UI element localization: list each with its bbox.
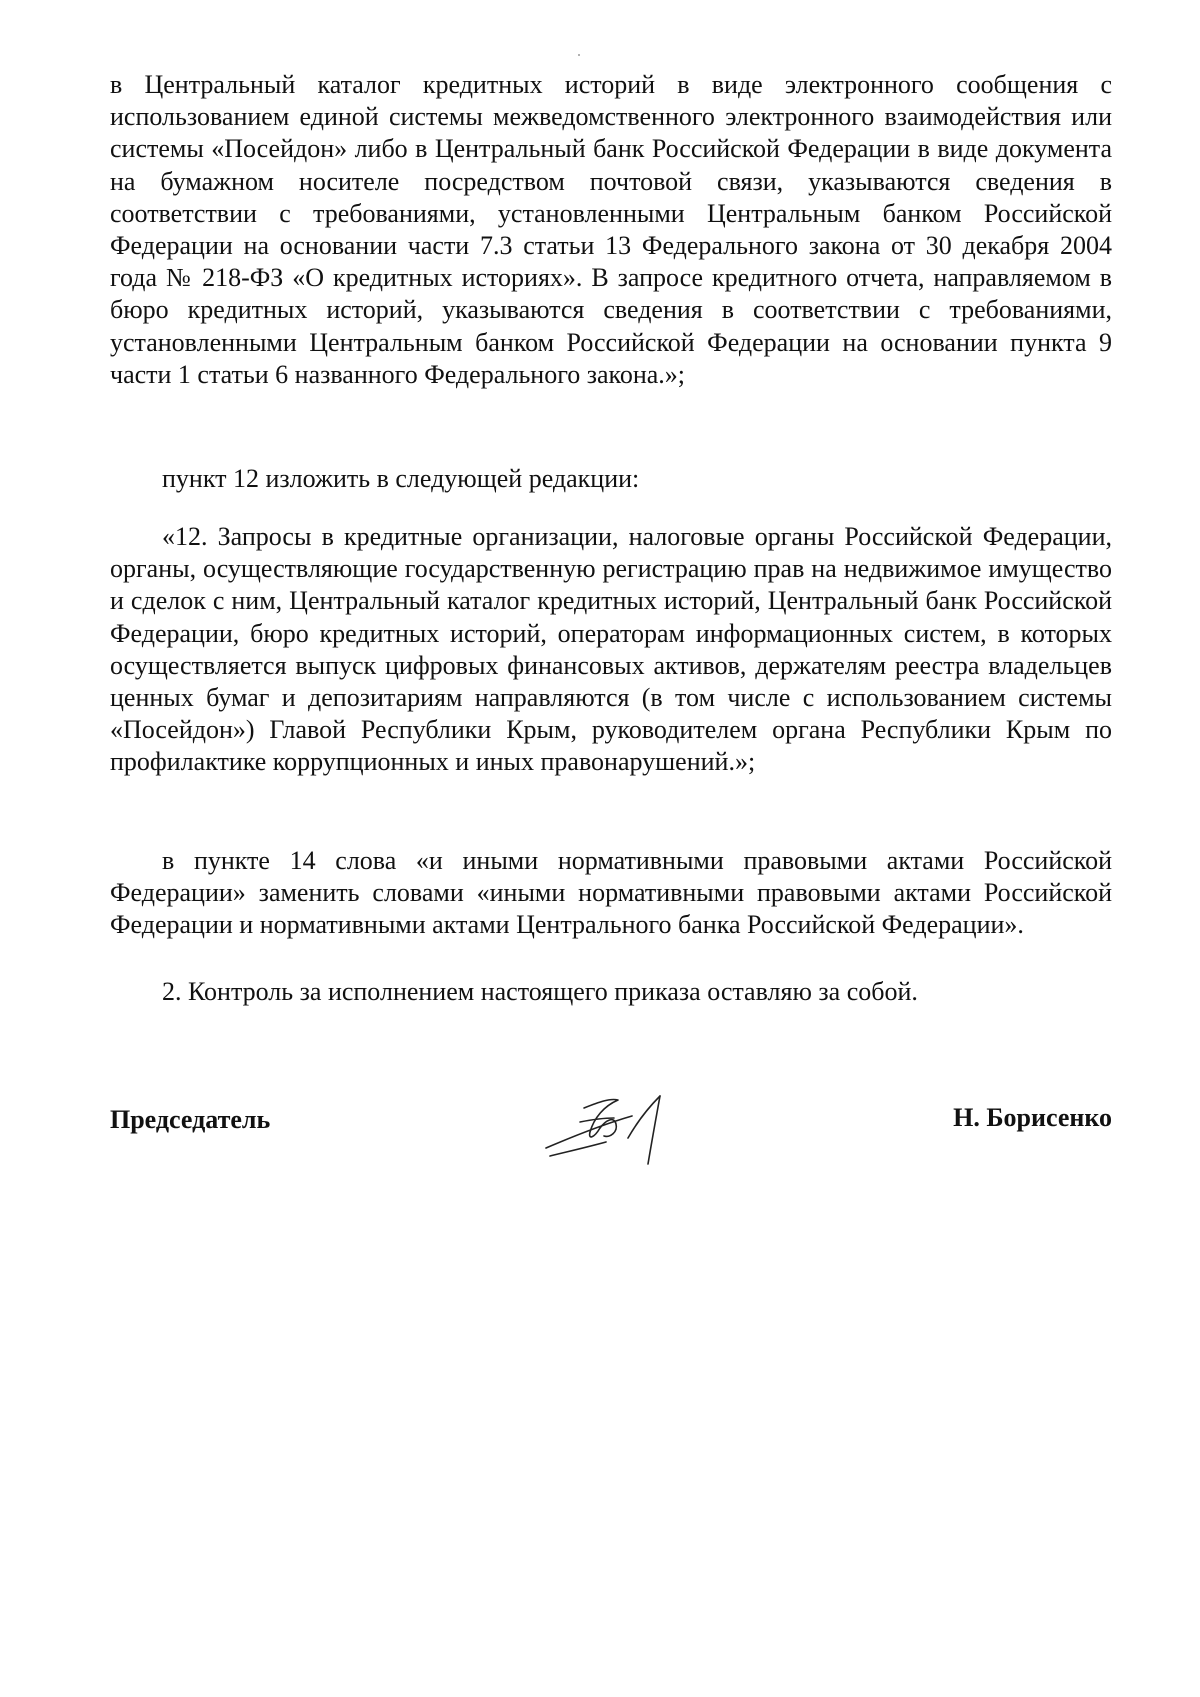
paragraph-control-clause: 2. Контроль за исполнением настоящего приказа оставляю за собой. — [162, 977, 918, 1006]
signature-block — [110, 1092, 1112, 1172]
paragraph-item-12-text: «12. Запросы в кредитные организации, налоговые органы Российской Федерации, органы, осуществляющие государственную регистрацию прав на недвижимое имущество и сделок с ним, Центральный каталог кредитных историй, Центральный банк Российской Федерации, бюро кредитных историй, операторам информационных систем, в которых осуществляется выпуск цифровых финансовых активов, держателям реестра владельцев ценных бумаг и депозитариям направляются (в том числе с использованием системы «Посейдон») Главой Республики Крым, руководителем органа Республики Крым по профилактике коррупционных и иных правонарушений.»; — [110, 522, 1112, 777]
handwritten-signature — [544, 1078, 674, 1174]
signatory-position: Председатель — [110, 1105, 271, 1134]
signatory-name: Н. Борисенко — [953, 1103, 1112, 1132]
paragraph-continuation: в Центральный каталог кредитных историй в виде электронного сообщения с использованием единой системы межведомственного электронного взаимодействия или системы «Посейдон» либо в Центральный банк Российской Федерации в виде документа на бумажном носителе посредством почтовой связи, указываются сведения в соответствии с требованиями, установленными Центральным банком Российской Федерации на основании части 7.3 статьи 13 Федерального закона от 30 декабря 2004 года № 218-ФЗ «О кредитных историях». В запросе кредитного отчета, направляемом в бюро кредитных историй, указываются сведения в соответствии с требованиями, установленными Центральным банком Российской Федерации на основании пункта 9 части 1 статьи 6 названного Федерального закона.»; — [110, 70, 1112, 389]
scan-speck — [578, 54, 580, 56]
paragraph-item-12-intro: пункт 12 изложить в следующей редакции: — [162, 464, 640, 493]
paragraph-item-14-amendment: в пункте 14 слова «и иными нормативными правовыми актами Российской Федерации» заменить словами «иными нормативными правовыми актами Российской Федерации и нормативными актами Центрального банка Российской Федерации». — [110, 846, 1112, 940]
